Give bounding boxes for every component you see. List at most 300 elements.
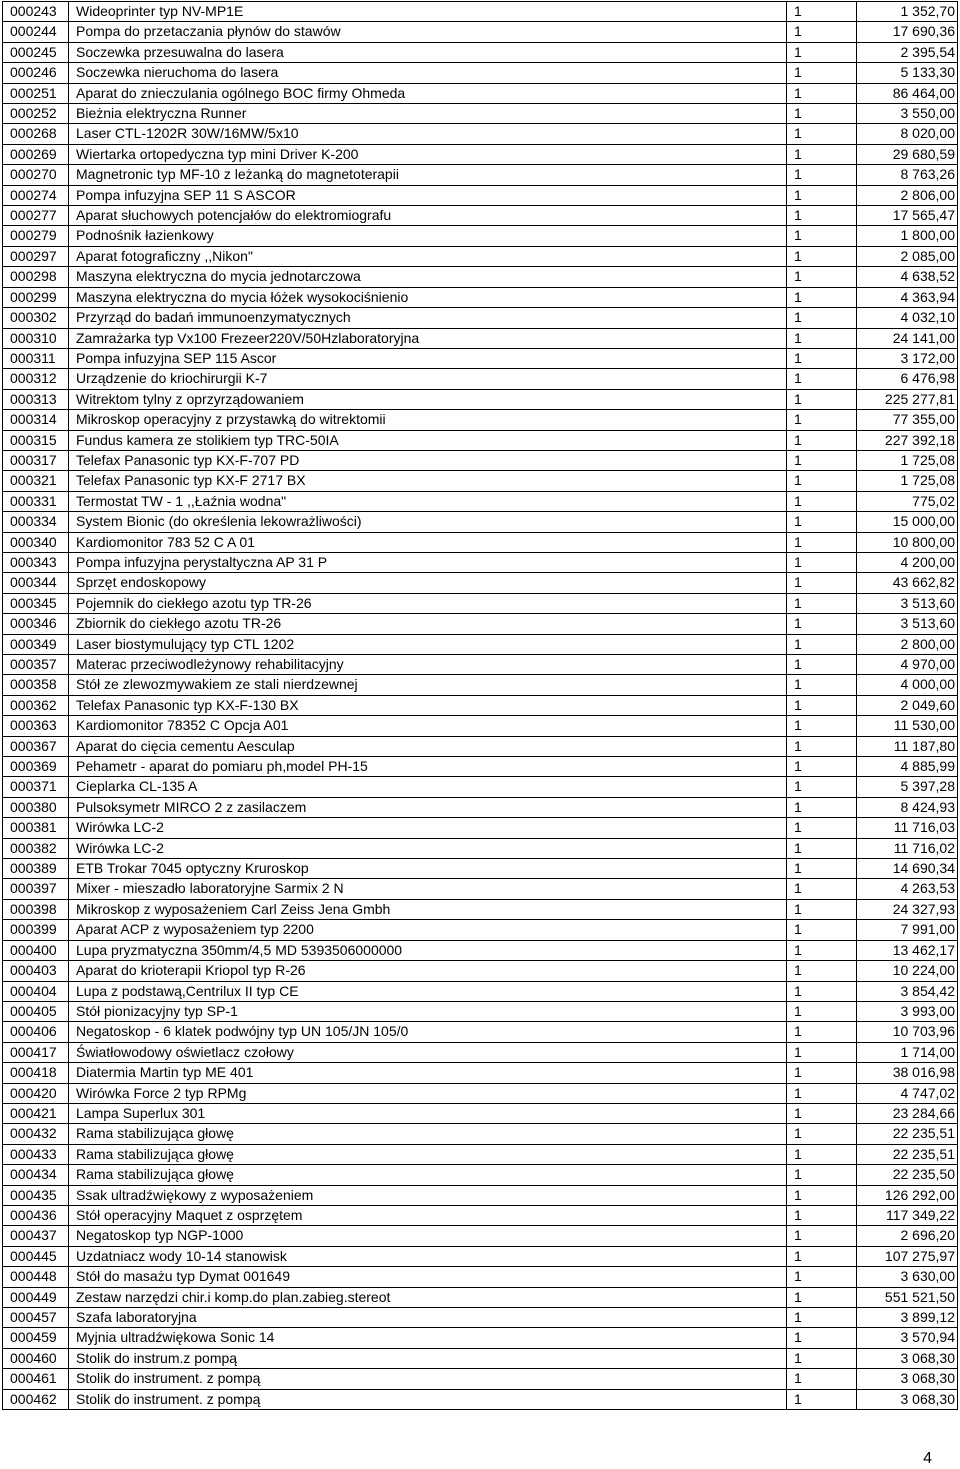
table-row: [3, 920, 958, 940]
inventory-number-cell: 000313: [3, 389, 69, 409]
table-row: [3, 695, 958, 715]
item-name-cell: Wideoprinter typ NV-MP1E: [69, 2, 787, 22]
quantity-cell: 1: [787, 83, 857, 103]
inventory-number-cell: 000345: [3, 593, 69, 613]
value-cell: 126 292,00: [857, 1185, 958, 1205]
inventory-number-cell: 000299: [3, 287, 69, 307]
item-name-cell: Diatermia Martin typ ME 401: [69, 1063, 787, 1083]
quantity-cell: 1: [787, 328, 857, 348]
table-row: [3, 1369, 958, 1389]
inventory-number-cell: 000367: [3, 736, 69, 756]
value-cell: 775,02: [857, 491, 958, 511]
value-cell: 2 806,00: [857, 185, 958, 205]
quantity-cell: 1: [787, 899, 857, 919]
quantity-cell: 1: [787, 1022, 857, 1042]
inventory-number-cell: 000317: [3, 450, 69, 470]
inventory-number-cell: 000363: [3, 716, 69, 736]
table-row: [3, 1165, 958, 1185]
table-row: [3, 797, 958, 817]
quantity-cell: 1: [787, 1185, 857, 1205]
value-cell: 4 363,94: [857, 287, 958, 307]
quantity-cell: 1: [787, 1389, 857, 1409]
item-name-cell: Mikroskop z wyposażeniem Carl Zeiss Jena Gmbh: [69, 899, 787, 919]
table-row: [3, 1389, 958, 1409]
inventory-number-cell: 000420: [3, 1083, 69, 1103]
table-row: [3, 961, 958, 981]
item-name-cell: Wirówka Force 2 typ RPMg: [69, 1083, 787, 1103]
value-cell: 4 263,53: [857, 879, 958, 899]
item-name-cell: Szafa laboratoryjna: [69, 1308, 787, 1328]
table-row: [3, 1348, 958, 1368]
value-cell: 1 800,00: [857, 226, 958, 246]
inventory-number-cell: 000371: [3, 777, 69, 797]
quantity-cell: 1: [787, 144, 857, 164]
quantity-cell: 1: [787, 63, 857, 83]
inventory-number-cell: 000459: [3, 1328, 69, 1348]
table-row: [3, 328, 958, 348]
value-cell: 11 716,03: [857, 818, 958, 838]
table-row: [3, 491, 958, 511]
item-name-cell: Aparat do znieczulania ogólnego BOC firmy Ohmeda: [69, 83, 787, 103]
inventory-number-cell: 000389: [3, 859, 69, 879]
value-cell: 6 476,98: [857, 369, 958, 389]
item-name-cell: Termostat TW - 1 ,,Łaźnia wodna": [69, 491, 787, 511]
table-row: [3, 1022, 958, 1042]
item-name-cell: Maszyna elektryczna do mycia łóżek wysokociśnienio: [69, 287, 787, 307]
inventory-number-cell: 000421: [3, 1103, 69, 1123]
value-cell: 24 327,93: [857, 899, 958, 919]
quantity-cell: 1: [787, 1144, 857, 1164]
value-cell: 4 885,99: [857, 757, 958, 777]
inventory-number-cell: 000315: [3, 430, 69, 450]
quantity-cell: 1: [787, 42, 857, 62]
value-cell: 3 550,00: [857, 104, 958, 124]
table-row: [3, 1001, 958, 1021]
table-row: [3, 287, 958, 307]
value-cell: 4 200,00: [857, 552, 958, 572]
table-row: [3, 1246, 958, 1266]
inventory-number-cell: 000445: [3, 1246, 69, 1266]
inventory-number-cell: 000245: [3, 42, 69, 62]
item-name-cell: Negatoskop - 6 klatek podwójny typ UN 105/JN 105/0: [69, 1022, 787, 1042]
table-row: [3, 777, 958, 797]
table-row: [3, 267, 958, 287]
table-row: [3, 410, 958, 430]
item-name-cell: Pompa infuzyjna SEP 115 Ascor: [69, 348, 787, 368]
quantity-cell: 1: [787, 389, 857, 409]
item-name-cell: Podnośnik łazienkowy: [69, 226, 787, 246]
item-name-cell: Fundus kamera ze stolikiem typ TRC-50IA: [69, 430, 787, 450]
quantity-cell: 1: [787, 573, 857, 593]
value-cell: 38 016,98: [857, 1063, 958, 1083]
table-row: [3, 226, 958, 246]
inventory-number-cell: 000277: [3, 206, 69, 226]
table-row: [3, 246, 958, 266]
inventory-number-cell: 000406: [3, 1022, 69, 1042]
quantity-cell: 1: [787, 1348, 857, 1368]
item-name-cell: Stół ze zlewozmywakiem ze stali nierdzewnej: [69, 675, 787, 695]
table-row: [3, 940, 958, 960]
quantity-cell: 1: [787, 124, 857, 144]
inventory-number-cell: 000343: [3, 552, 69, 572]
value-cell: 29 680,59: [857, 144, 958, 164]
inventory-number-cell: 000298: [3, 267, 69, 287]
item-name-cell: Pulsoksymetr MIRCO 2 z zasilaczem: [69, 797, 787, 817]
table-row: [3, 1063, 958, 1083]
item-name-cell: Witrektom tylny z oprzyrządowaniem: [69, 389, 787, 409]
item-name-cell: Aparat do krioterapii Kriopol typ R-26: [69, 961, 787, 981]
value-cell: 17 565,47: [857, 206, 958, 226]
inventory-number-cell: 000434: [3, 1165, 69, 1185]
inventory-number-cell: 000269: [3, 144, 69, 164]
item-name-cell: Pompa infuzyjna perystaltyczna AP 31 P: [69, 552, 787, 572]
item-name-cell: Telefax Panasonic typ KX-F-707 PD: [69, 450, 787, 470]
quantity-cell: 1: [787, 777, 857, 797]
inventory-number-cell: 000340: [3, 532, 69, 552]
inventory-number-cell: 000418: [3, 1063, 69, 1083]
quantity-cell: 1: [787, 757, 857, 777]
quantity-cell: 1: [787, 246, 857, 266]
table-row: [3, 1226, 958, 1246]
inventory-number-cell: 000436: [3, 1205, 69, 1225]
quantity-cell: 1: [787, 614, 857, 634]
quantity-cell: 1: [787, 1103, 857, 1123]
inventory-number-cell: 000311: [3, 348, 69, 368]
table-row: [3, 1144, 958, 1164]
value-cell: 551 521,50: [857, 1287, 958, 1307]
table-row: [3, 63, 958, 83]
inventory-number-cell: 000252: [3, 104, 69, 124]
inventory-number-cell: 000349: [3, 634, 69, 654]
table-row: [3, 757, 958, 777]
quantity-cell: 1: [787, 552, 857, 572]
item-name-cell: Rama stabilizująca głowę: [69, 1124, 787, 1144]
table-row: [3, 1083, 958, 1103]
item-name-cell: Zamrażarka typ Vx100 Frezeer220V/50Hzlaboratoryjna: [69, 328, 787, 348]
value-cell: 1 725,08: [857, 450, 958, 470]
quantity-cell: 1: [787, 1042, 857, 1062]
value-cell: 10 224,00: [857, 961, 958, 981]
item-name-cell: Światłowodowy oświetlacz czołowy: [69, 1042, 787, 1062]
item-name-cell: Stolik do instrument. z pompą: [69, 1369, 787, 1389]
inventory-number-cell: 000346: [3, 614, 69, 634]
inventory-number-cell: 000448: [3, 1267, 69, 1287]
table-row: [3, 1124, 958, 1144]
value-cell: 43 662,82: [857, 573, 958, 593]
inventory-number-cell: 000369: [3, 757, 69, 777]
item-name-cell: Kardiomonitor 78352 C Opcja A01: [69, 716, 787, 736]
item-name-cell: Lupa pryzmatyczna 350mm/4,5 MD 5393506000000: [69, 940, 787, 960]
table-row: [3, 124, 958, 144]
table-row: [3, 859, 958, 879]
item-name-cell: Stół operacyjny Maquet z osprzętem: [69, 1205, 787, 1225]
inventory-number-cell: 000251: [3, 83, 69, 103]
inventory-number-cell: 000432: [3, 1124, 69, 1144]
quantity-cell: 1: [787, 593, 857, 613]
table-row: [3, 512, 958, 532]
inventory-number-cell: 000382: [3, 838, 69, 858]
value-cell: 3 068,30: [857, 1369, 958, 1389]
item-name-cell: Maszyna elektryczna do mycia jednotarczowa: [69, 267, 787, 287]
item-name-cell: Lupa z podstawą,Centrilux II typ CE: [69, 981, 787, 1001]
table-row: [3, 83, 958, 103]
item-name-cell: Kardiomonitor 783 52 C A 01: [69, 532, 787, 552]
item-name-cell: Rama stabilizująca głowę: [69, 1144, 787, 1164]
inventory-number-cell: 000380: [3, 797, 69, 817]
inventory-number-cell: 000457: [3, 1308, 69, 1328]
inventory-number-cell: 000400: [3, 940, 69, 960]
value-cell: 2 049,60: [857, 695, 958, 715]
inventory-table-body: [3, 2, 958, 1410]
table-row: [3, 614, 958, 634]
table-row: [3, 104, 958, 124]
inventory-number-cell: 000274: [3, 185, 69, 205]
inventory-number-cell: 000435: [3, 1185, 69, 1205]
quantity-cell: 1: [787, 675, 857, 695]
value-cell: 22 235,51: [857, 1124, 958, 1144]
quantity-cell: 1: [787, 1083, 857, 1103]
value-cell: 17 690,36: [857, 22, 958, 42]
value-cell: 4 000,00: [857, 675, 958, 695]
inventory-number-cell: 000314: [3, 410, 69, 430]
inventory-number-cell: 000461: [3, 1369, 69, 1389]
item-name-cell: Aparat słuchowych potencjałów do elektromiografu: [69, 206, 787, 226]
quantity-cell: 1: [787, 1287, 857, 1307]
item-name-cell: Laser biostymulujący typ CTL 1202: [69, 634, 787, 654]
quantity-cell: 1: [787, 491, 857, 511]
table-row: [3, 369, 958, 389]
value-cell: 2 085,00: [857, 246, 958, 266]
table-row: [3, 1308, 958, 1328]
table-row: [3, 573, 958, 593]
inventory-number-cell: 000246: [3, 63, 69, 83]
table-row: [3, 22, 958, 42]
inventory-number-cell: 000321: [3, 471, 69, 491]
inventory-number-cell: 000397: [3, 879, 69, 899]
value-cell: 3 513,60: [857, 593, 958, 613]
item-name-cell: Stół pionizacyjny typ SP-1: [69, 1001, 787, 1021]
table-row: [3, 308, 958, 328]
value-cell: 8 424,93: [857, 797, 958, 817]
item-name-cell: ETB Trokar 7045 optyczny Kruroskop: [69, 859, 787, 879]
page-number: 4: [923, 1450, 932, 1467]
table-row: [3, 1328, 958, 1348]
table-row: [3, 593, 958, 613]
quantity-cell: 1: [787, 797, 857, 817]
value-cell: 10 800,00: [857, 532, 958, 552]
inventory-number-cell: 000437: [3, 1226, 69, 1246]
value-cell: 5 397,28: [857, 777, 958, 797]
item-name-cell: Lampa Superlux 301: [69, 1103, 787, 1123]
quantity-cell: 1: [787, 981, 857, 1001]
value-cell: 3 068,30: [857, 1389, 958, 1409]
item-name-cell: Zbiornik do ciekłego azotu TR-26: [69, 614, 787, 634]
value-cell: 14 690,34: [857, 859, 958, 879]
table-row: [3, 1267, 958, 1287]
value-cell: 225 277,81: [857, 389, 958, 409]
item-name-cell: Stół do masażu typ Dymat 001649: [69, 1267, 787, 1287]
value-cell: 23 284,66: [857, 1103, 958, 1123]
quantity-cell: 1: [787, 879, 857, 899]
inventory-number-cell: 000279: [3, 226, 69, 246]
inventory-number-cell: 000381: [3, 818, 69, 838]
table-row: [3, 532, 958, 552]
value-cell: 11 187,80: [857, 736, 958, 756]
quantity-cell: 1: [787, 430, 857, 450]
item-name-cell: Myjnia ultradźwiękowa Sonic 14: [69, 1328, 787, 1348]
inventory-number-cell: 000357: [3, 655, 69, 675]
item-name-cell: Pojemnik do ciekłego azotu typ TR-26: [69, 593, 787, 613]
item-name-cell: System Bionic (do określenia lekowrażliwości): [69, 512, 787, 532]
inventory-number-cell: 000243: [3, 2, 69, 22]
item-name-cell: Mixer - mieszadło laboratoryjne Sarmix 2 N: [69, 879, 787, 899]
table-row: [3, 736, 958, 756]
inventory-number-cell: 000460: [3, 1348, 69, 1368]
item-name-cell: Soczewka nieruchoma do lasera: [69, 63, 787, 83]
value-cell: 3 570,94: [857, 1328, 958, 1348]
item-name-cell: Aparat ACP z wyposażeniem typ 2200: [69, 920, 787, 940]
inventory-number-cell: 000344: [3, 573, 69, 593]
item-name-cell: Soczewka przesuwalna do lasera: [69, 42, 787, 62]
item-name-cell: Mikroskop operacyjny z przystawką do witrektomii: [69, 410, 787, 430]
item-name-cell: Pehametr - aparat do pomiaru ph,model PH-15: [69, 757, 787, 777]
value-cell: 1 725,08: [857, 471, 958, 491]
quantity-cell: 1: [787, 165, 857, 185]
quantity-cell: 1: [787, 940, 857, 960]
quantity-cell: 1: [787, 859, 857, 879]
value-cell: 107 275,97: [857, 1246, 958, 1266]
quantity-cell: 1: [787, 450, 857, 470]
quantity-cell: 1: [787, 185, 857, 205]
item-name-cell: Stolik do instrument. z pompą: [69, 1389, 787, 1409]
quantity-cell: 1: [787, 961, 857, 981]
value-cell: 1 714,00: [857, 1042, 958, 1062]
value-cell: 2 696,20: [857, 1226, 958, 1246]
value-cell: 117 349,22: [857, 1205, 958, 1225]
item-name-cell: Aparat do cięcia cementu Aesculap: [69, 736, 787, 756]
quantity-cell: 1: [787, 1267, 857, 1287]
table-row: [3, 981, 958, 1001]
value-cell: 3 899,12: [857, 1308, 958, 1328]
item-name-cell: Telefax Panasonic typ KX-F-130 BX: [69, 695, 787, 715]
item-name-cell: Materac przeciwodleżynowy rehabilitacyjny: [69, 655, 787, 675]
inventory-number-cell: 000433: [3, 1144, 69, 1164]
inventory-number-cell: 000312: [3, 369, 69, 389]
value-cell: 7 991,00: [857, 920, 958, 940]
quantity-cell: 1: [787, 1369, 857, 1389]
value-cell: 3 993,00: [857, 1001, 958, 1021]
quantity-cell: 1: [787, 1328, 857, 1348]
quantity-cell: 1: [787, 736, 857, 756]
inventory-number-cell: 000270: [3, 165, 69, 185]
value-cell: 1 352,70: [857, 2, 958, 22]
quantity-cell: 1: [787, 634, 857, 654]
item-name-cell: Bieżnia elektryczna Runner: [69, 104, 787, 124]
inventory-number-cell: 000268: [3, 124, 69, 144]
item-name-cell: Urządzenie do kriochirurgii K-7: [69, 369, 787, 389]
table-row: [3, 634, 958, 654]
value-cell: 3 068,30: [857, 1348, 958, 1368]
table-row: [3, 348, 958, 368]
value-cell: 4 747,02: [857, 1083, 958, 1103]
value-cell: 86 464,00: [857, 83, 958, 103]
table-row: [3, 716, 958, 736]
inventory-number-cell: 000334: [3, 512, 69, 532]
table-row: [3, 1185, 958, 1205]
inventory-table: [2, 1, 958, 1410]
table-row: [3, 899, 958, 919]
value-cell: 3 513,60: [857, 614, 958, 634]
value-cell: 4 970,00: [857, 655, 958, 675]
item-name-cell: Uzdatniacz wody 10-14 stanowisk: [69, 1246, 787, 1266]
inventory-number-cell: 000403: [3, 961, 69, 981]
table-row: [3, 389, 958, 409]
table-row: [3, 1205, 958, 1225]
value-cell: 10 703,96: [857, 1022, 958, 1042]
value-cell: 77 355,00: [857, 410, 958, 430]
quantity-cell: 1: [787, 818, 857, 838]
quantity-cell: 1: [787, 1124, 857, 1144]
quantity-cell: 1: [787, 1246, 857, 1266]
inventory-number-cell: 000331: [3, 491, 69, 511]
table-row: [3, 655, 958, 675]
quantity-cell: 1: [787, 206, 857, 226]
table-row: [3, 206, 958, 226]
quantity-cell: 1: [787, 695, 857, 715]
item-name-cell: Wiertarka ortopedyczna typ mini Driver K-200: [69, 144, 787, 164]
quantity-cell: 1: [787, 22, 857, 42]
inventory-number-cell: 000404: [3, 981, 69, 1001]
value-cell: 4 032,10: [857, 308, 958, 328]
quantity-cell: 1: [787, 1001, 857, 1021]
quantity-cell: 1: [787, 369, 857, 389]
value-cell: 3 630,00: [857, 1267, 958, 1287]
table-row: [3, 185, 958, 205]
table-row: [3, 144, 958, 164]
inventory-number-cell: 000358: [3, 675, 69, 695]
value-cell: 11 530,00: [857, 716, 958, 736]
table-row: [3, 165, 958, 185]
item-name-cell: Ssak ultradźwiękowy z wyposażeniem: [69, 1185, 787, 1205]
quantity-cell: 1: [787, 655, 857, 675]
quantity-cell: 1: [787, 226, 857, 246]
item-name-cell: Rama stabilizująca głowę: [69, 1165, 787, 1185]
inventory-number-cell: 000310: [3, 328, 69, 348]
value-cell: 22 235,50: [857, 1165, 958, 1185]
quantity-cell: 1: [787, 1205, 857, 1225]
item-name-cell: Pompa do przetaczania płynów do stawów: [69, 22, 787, 42]
quantity-cell: 1: [787, 512, 857, 532]
value-cell: 11 716,02: [857, 838, 958, 858]
item-name-cell: Zestaw narzędzi chir.i komp.do plan.zabieg.stereot: [69, 1287, 787, 1307]
value-cell: 8 020,00: [857, 124, 958, 144]
quantity-cell: 1: [787, 532, 857, 552]
quantity-cell: 1: [787, 716, 857, 736]
item-name-cell: Stolik do instrum.z pompą: [69, 1348, 787, 1368]
quantity-cell: 1: [787, 920, 857, 940]
value-cell: 3 854,42: [857, 981, 958, 1001]
item-name-cell: Negatoskop typ NGP-1000: [69, 1226, 787, 1246]
table-row: [3, 430, 958, 450]
item-name-cell: Aparat fotograficzny ,,Nikon": [69, 246, 787, 266]
table-row: [3, 675, 958, 695]
table-row: [3, 2, 958, 22]
quantity-cell: 1: [787, 1165, 857, 1185]
item-name-cell: Pompa infuzyjna SEP 11 S ASCOR: [69, 185, 787, 205]
value-cell: 13 462,17: [857, 940, 958, 960]
quantity-cell: 1: [787, 2, 857, 22]
inventory-number-cell: 000244: [3, 22, 69, 42]
